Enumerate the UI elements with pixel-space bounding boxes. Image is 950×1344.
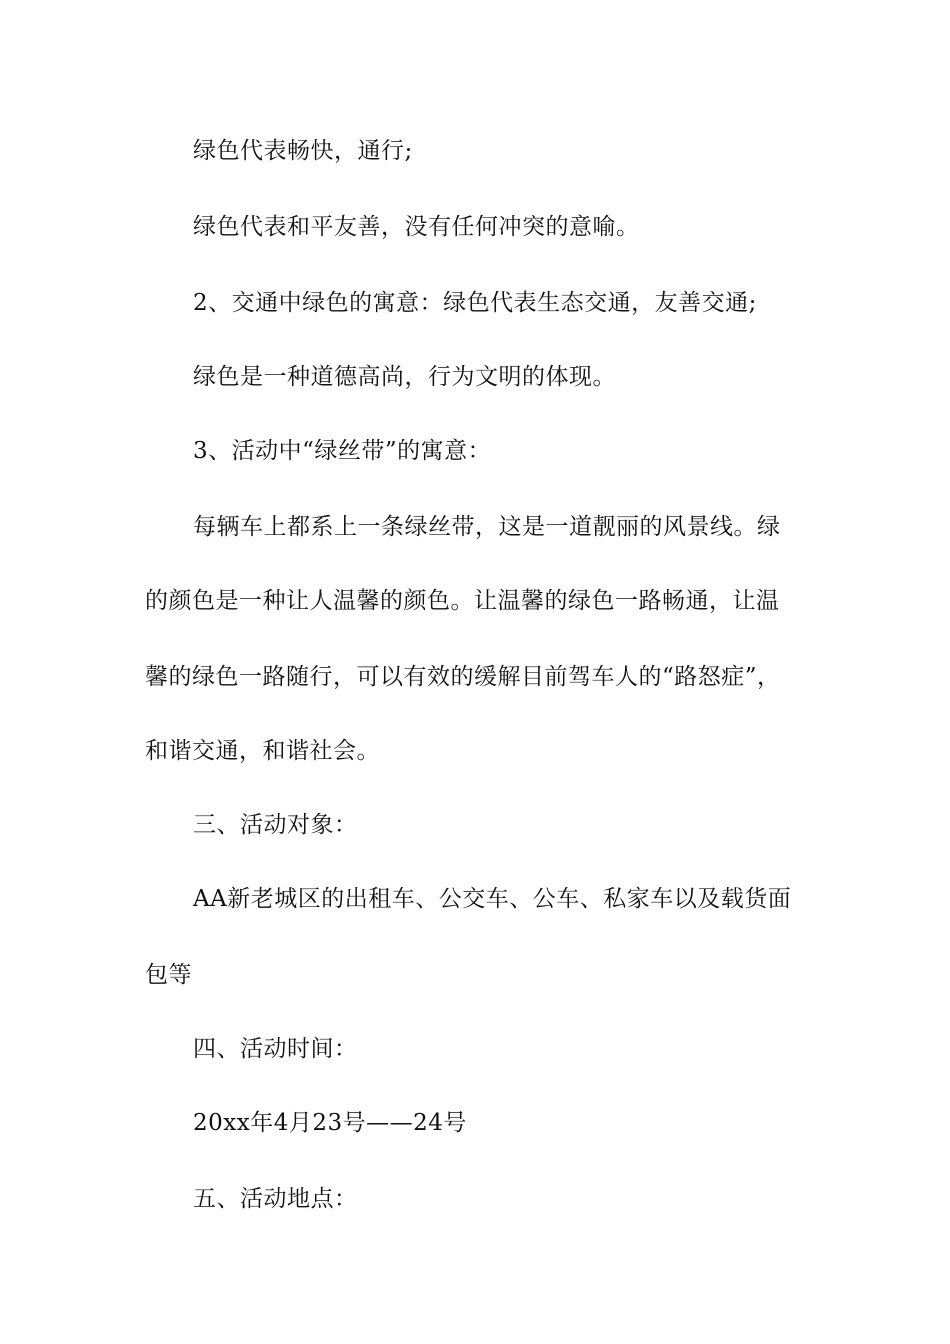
paragraph-line: 包等	[145, 962, 192, 988]
paragraph-line: 馨的绿色一路随行，可以有效的缓解目前驾车人的“路怒症”，	[145, 664, 781, 690]
section-heading-activity-time: 四、活动时间：	[193, 1036, 358, 1062]
paragraph-line: AA新老城区的出租车、公交车、公车、私家车以及载货面	[193, 886, 792, 912]
section-heading-activity-target: 三、活动对象：	[193, 812, 358, 838]
paragraph-line: 绿色代表和平友善，没有任何冲突的意喻。	[193, 214, 640, 240]
paragraph-line: 绿色代表畅快，通行;	[193, 138, 413, 164]
paragraph-line: 和谐交通，和谐社会。	[145, 738, 380, 764]
paragraph-line: 20xx年4月23号——24号	[193, 1110, 467, 1136]
paragraph-line: 每辆车上都系上一条绿丝带，这是一道靓丽的风景线。绿	[193, 514, 781, 540]
section-heading-activity-location: 五、活动地点：	[193, 1186, 358, 1212]
paragraph-line: 绿色是一种道德高尚，行为文明的体现。	[193, 364, 616, 390]
section-heading-3: 3、活动中“绿丝带”的寓意：	[193, 438, 492, 464]
paragraph-line: 的颜色是一种让人温馨的颜色。让温馨的绿色一路畅通，让温	[145, 588, 780, 614]
section-heading-2: 2、交通中绿色的寓意：绿色代表生态交通，友善交通;	[193, 290, 757, 316]
